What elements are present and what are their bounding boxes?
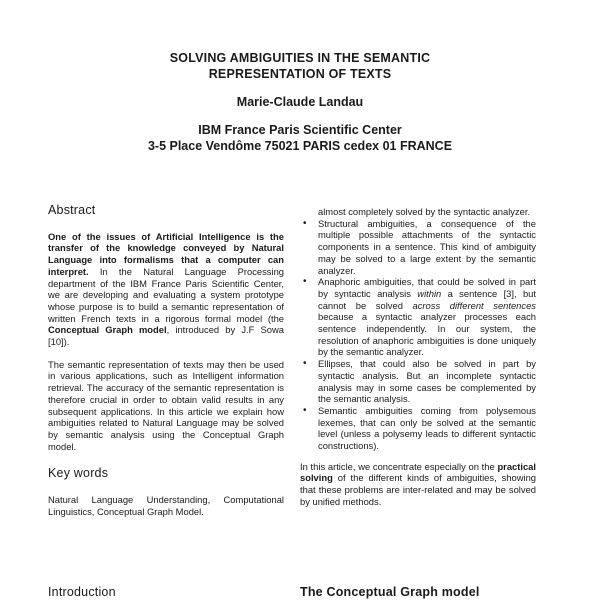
- bullet-text: Structural ambiguities, a consequence of the multiple possible attachments of the syntactic components in a sentence. This kind of ambiguity may be solved to a large extent by the semantic analyzer.: [318, 217, 536, 276]
- concentration-text-a: In this article, we concentrate especially on the: [300, 460, 498, 472]
- concentration-text-b: of the different kinds of ambiguities, showing that these problems are inter-related and may be solved by unified methods.: [300, 472, 536, 507]
- affiliation-line-2: 3-5 Place Vendôme 75021 PARIS cedex 01 FRANCE: [147, 139, 453, 153]
- affiliation: [0, 122, 600, 154]
- title-line-2: REPRESENTATION OF TEXTS: [208, 67, 392, 81]
- bullet-text-italic-2: across different sentences: [412, 299, 536, 311]
- keywords-text: Natural Language Understanding, Computational Linguistics, Conceptual Graph Model.: [48, 494, 284, 517]
- abstract-paragraph-1: [48, 231, 284, 348]
- title-line-1: SOLVING AMBIGUITIES IN THE SEMANTIC: [169, 51, 431, 65]
- abstract-p1-bold: One of the issues of Artificial Intelligence is the transfer of the knowledge conveyed by Natural Language into formalisms that a computer can interpret.: [48, 230, 284, 277]
- bullet-text-italic-1: within: [417, 287, 442, 299]
- keywords-heading: Key words: [48, 466, 109, 481]
- introduction-heading: Introduction: [48, 585, 116, 599]
- list-item: [300, 218, 536, 277]
- bullet-icon: •: [303, 358, 307, 370]
- bullet-text: Ellipses, that could also be solved in part by syntactic analysis. But an incomplete syntactic analysis may in some cases be complemented by the semantic analysis.: [318, 358, 536, 405]
- bullet-icon: •: [303, 217, 307, 229]
- concentration-bold: practical solving: [300, 460, 536, 484]
- abstract-p1-rest-a: In the Natural Language Processing department of the IBM France Paris Scientific Center, we are developing and evaluating a system prototype whose purpose is to build a semantic representation of written French texts in a rigorous formal model (the: [48, 265, 284, 324]
- continued-text: almost completely solved by the syntactic analyzer.: [318, 206, 531, 217]
- abstract-heading: Abstract: [48, 203, 96, 217]
- bullet-text-b: a sentence [3], but cannot be solved: [318, 287, 536, 311]
- concentration-paragraph: [300, 461, 536, 508]
- affiliation-line-1: IBM France Paris Scientific Center: [198, 123, 402, 137]
- abstract-p1-rest-b: , introduced by J.F Sowa [10]).: [48, 324, 284, 348]
- bullet-icon: •: [303, 404, 307, 416]
- ambiguity-list: [300, 218, 536, 452]
- bullet-text: Semantic ambiguities coming from polysemous lexemes, that can only be solved at the semantic level (unless a polysemy leads to different syntactic constructions).: [318, 404, 536, 452]
- abstract-paragraph-2: The semantic representation of texts may then be used in various applications, such as Intelligent information retrieval. The accuracy of the semantic representation is therefore crucial in order to obtain valid results in any subsequent applications. In this article we explain how ambiguities related to Natural Language may be solved by semantic analysis using the Conceptual Graph model.: [48, 358, 284, 452]
- conceptual-graph-heading: The Conceptual Graph model: [300, 585, 480, 599]
- paper-title: [0, 50, 600, 82]
- author-name: Marie-Claude Landau: [236, 95, 364, 109]
- list-item: [300, 358, 536, 405]
- list-item: [300, 276, 536, 358]
- left-column: [48, 205, 284, 528]
- abstract-p1-bold-2: Conceptual Graph model: [48, 324, 167, 336]
- bullet-text-c: because a syntactic analyzer processes each sentence independently. In our system, the resolution of anaphoric ambiguities is done uniquely by the semantic analyzer.: [318, 311, 536, 358]
- list-item: [300, 405, 536, 452]
- bullet-text-a: Anaphoric ambiguities, that could be solved in part by syntactic analysis: [318, 276, 536, 299]
- right-column: [300, 206, 536, 519]
- bullet-icon: •: [303, 276, 307, 288]
